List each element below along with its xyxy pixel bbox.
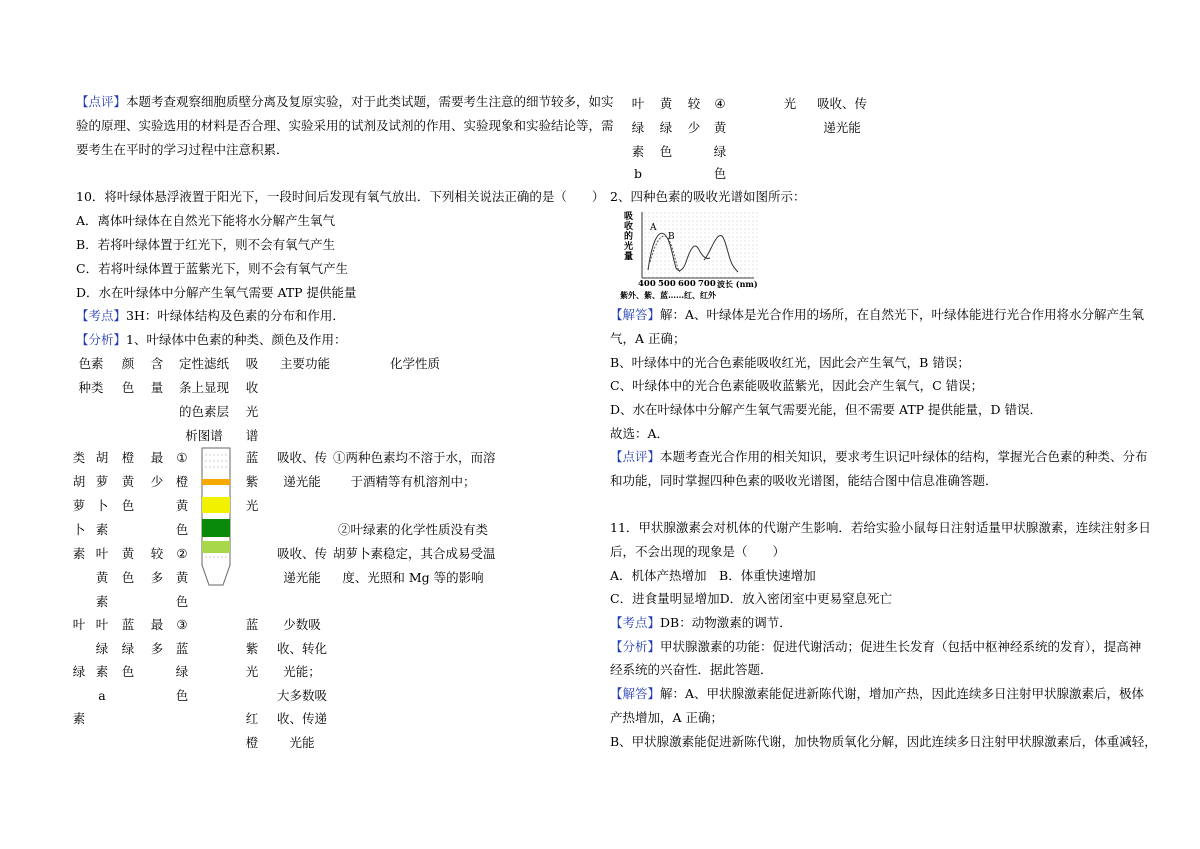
- x-tick: 400: [638, 279, 656, 289]
- table-cell: 大多数吸: [276, 688, 327, 703]
- table-cell: 紫: [245, 474, 259, 489]
- table-cell: 绿: [72, 664, 86, 679]
- table-cell: 胡: [95, 450, 109, 465]
- table-cell: 胡: [72, 474, 86, 489]
- table-cell: ②: [176, 546, 188, 561]
- table-cell: 绿: [659, 120, 673, 135]
- table-cell: a: [98, 688, 106, 703]
- table-cell: 色: [659, 144, 673, 159]
- table-cell: 最: [150, 450, 164, 465]
- band-xanthophyll: [202, 497, 230, 513]
- table-cell: 较: [687, 96, 701, 111]
- table-cell: 黄: [121, 474, 135, 489]
- table-cell: 少: [687, 120, 701, 135]
- table-cell: 萝: [95, 474, 109, 489]
- table-cell: 卜: [72, 522, 86, 537]
- table-cell: 度、光照和 Mg 等的影响: [342, 570, 484, 585]
- table-cell: 光能: [289, 735, 315, 750]
- table-cell: 黄: [95, 570, 109, 585]
- kaodian-tag: 【考点】: [610, 615, 661, 630]
- table-cell: b: [633, 166, 642, 181]
- table-cell: 叶: [72, 617, 86, 632]
- x-tick: 600: [678, 279, 696, 289]
- table-header: 吸: [245, 356, 259, 371]
- table-cell: 递光能: [283, 570, 321, 585]
- spectrum-y-label: 吸 收 的 光 量: [624, 212, 634, 262]
- table-cell: 叶: [95, 617, 109, 632]
- spectrum-intro: 2、四种色素的吸收光谱如图所示：: [610, 189, 806, 204]
- table-cell: 收、传递: [276, 711, 327, 726]
- table-header: 色素: [78, 356, 104, 371]
- band-chlorophyll-a: [202, 519, 230, 537]
- table-cell: ①两种色素均不溶于水，而溶: [333, 450, 496, 465]
- table-header: 种类: [78, 380, 104, 395]
- table-cell: ②叶绿素的化学性质没有类: [337, 522, 488, 537]
- band-carotene: [202, 479, 230, 485]
- table-cell: 叶: [631, 96, 645, 111]
- table-cell: 递光能: [823, 120, 861, 135]
- review-tag: 【点评】: [76, 94, 127, 109]
- table-cell: 较: [150, 546, 164, 561]
- jieda-line: B、叶绿体中的光合色素能吸收红光，因此会产生氧气，B 错误；: [610, 355, 970, 370]
- table-cell: 色: [175, 522, 189, 537]
- jieda-line: C、叶绿体中的光合色素能吸收蓝紫光，因此会产生氧气，C 错误；: [610, 378, 984, 393]
- table-cell: ①: [176, 450, 188, 465]
- review-line: 要考生在平时的学习过程中注意积累．: [76, 142, 289, 157]
- jieda-line: 产热增加，A 正确；: [610, 710, 724, 725]
- review-line: 验的原理、实验选用的材料是否合理、实验采用的试剂及试剂的作用、实验现象和实验结论等，需: [76, 118, 614, 133]
- table-cell: 色: [121, 570, 135, 585]
- jieda-line: D、水在叶绿体中分解产生氧气需要光能，但不需要 ATP 提供能量，D 错误．: [610, 402, 1043, 417]
- x-tick: 500: [658, 279, 676, 289]
- table-cell: 素: [95, 594, 109, 609]
- jieda-line: 气，A 正确；: [610, 331, 686, 346]
- option-a: A．离体叶绿体在自然光下能将水分解产生氧气: [76, 213, 336, 228]
- table-header: 的色素层: [178, 404, 229, 419]
- table-cell: 蓝: [245, 617, 259, 632]
- option-b: B．若将叶绿体置于红光下，则不会有氧气产生: [76, 237, 336, 252]
- table-cell: 色: [121, 664, 135, 679]
- table-cell: 色: [121, 498, 135, 513]
- table-header: 析图谱: [185, 428, 223, 443]
- option-d: D．水在叶绿体中分解产生氧气需要 ATP 提供能量: [76, 285, 357, 300]
- fenxi-tag: 【分析】: [76, 332, 127, 347]
- option-ab: A．机体产热增加 B．体重快速增加: [610, 568, 816, 583]
- table-cell: 光能；: [283, 664, 321, 679]
- table-cell: 多: [150, 570, 164, 585]
- option-c: C．若将叶绿体置于蓝紫光下，则不会有氧气产生: [76, 261, 349, 276]
- table-header: 收: [245, 380, 259, 395]
- table-cell: 吸收、传: [816, 96, 867, 111]
- fenxi-line: 【分析】甲状腺激素的功能：促进代谢活动；促进生长发育（包括中枢神经系统的发育），提高神: [610, 639, 1142, 654]
- curve-label-a: A: [650, 223, 657, 233]
- jieda-line: B、甲状腺激素能促进新陈代谢，加快物质氧化分解，因此连续多日注射甲状腺激素后，体重减轻，: [610, 734, 1157, 749]
- table-cell: 黄: [175, 570, 189, 585]
- table-header: 主要功能: [279, 356, 330, 371]
- table-header: 色: [121, 380, 135, 395]
- table-header: 含: [150, 356, 164, 371]
- band-chlorophyll-b: [202, 541, 230, 553]
- review-line: 和功能，同时掌握四种色素的吸收光谱图，能结合图中信息准确答题．: [610, 473, 998, 488]
- table-cell: 紫: [245, 641, 259, 656]
- table-cell: 橙: [245, 735, 259, 750]
- table-cell: 类: [72, 450, 86, 465]
- table-cell: 黄: [659, 96, 673, 111]
- table-cell: 蓝: [175, 641, 189, 656]
- curve-label-b: B: [668, 232, 675, 242]
- x-axis-label: 波长 (nm): [717, 279, 758, 289]
- table-cell: 素: [95, 522, 109, 537]
- table-cell: 萝: [72, 498, 86, 513]
- table-header: 谱: [245, 428, 259, 443]
- jieda-tag: 【解答】: [610, 307, 661, 322]
- jieda-line: 【解答】解：A、甲状腺激素能促进新陈代谢，增加产热，因此连续多日注射甲状腺激素后，极体: [610, 686, 1145, 701]
- table-header: 光: [245, 404, 259, 419]
- spectrum-bottom-label: 紫外、紫、蓝……红、红外: [620, 290, 716, 300]
- chromatography-strip-figure: [201, 447, 231, 587]
- table-header: 化学性质: [389, 356, 440, 371]
- table-cell: ④: [714, 96, 726, 111]
- fenxi-line: 【分析】1、叶绿体中色素的种类、颜色及作用：: [76, 332, 347, 347]
- question-10: 10．将叶绿体悬浮液置于阳光下，一段时间后发现有氧气放出．下列相关说法正确的是（ ）: [76, 189, 605, 204]
- table-cell: 最: [150, 617, 164, 632]
- kaodian-tag: 【考点】: [76, 308, 127, 323]
- table-cell: 光: [783, 96, 797, 111]
- table-cell: 叶: [95, 546, 109, 561]
- table-cell: 橙: [175, 474, 189, 489]
- table-cell: 素: [631, 144, 645, 159]
- table-cell: ③: [176, 617, 188, 632]
- table-cell: 蓝: [245, 450, 259, 465]
- table-header: 条上显现: [178, 380, 229, 395]
- table-header: 定性滤纸: [178, 356, 229, 371]
- table-cell: 绿: [121, 641, 135, 656]
- table-cell: 色: [175, 688, 189, 703]
- table-cell: 色: [713, 166, 727, 181]
- table-cell: 少: [150, 474, 164, 489]
- table-cell: 绿: [175, 664, 189, 679]
- review-paragraph-2: 【点评】本题考查光合作用的相关知识，要求考生识记叶绿体的结构，掌握光合色素的种类、分布: [610, 449, 1148, 464]
- x-tick: 700: [698, 279, 716, 289]
- table-cell: 橙: [121, 450, 135, 465]
- table-cell: 色: [175, 594, 189, 609]
- table-cell: 吸收、传: [276, 450, 327, 465]
- review-paragraph-1: 【点评】本题考查观察细胞质壁分离及复原实验，对于此类试题，需要考生注意的细节较多，如实: [76, 94, 614, 109]
- answer-line: 故选：A．: [610, 426, 670, 441]
- table-cell: 多: [150, 641, 164, 656]
- table-cell: 胡萝卜素稳定，其合成易受温: [333, 546, 496, 561]
- table-cell: 绿: [95, 641, 109, 656]
- jieda-line: 【解答】解：A、叶绿体是光合作用的场所，在自然光下，叶绿体能进行光合作用将水分解产生氧: [610, 307, 1145, 322]
- table-cell: 绿: [713, 144, 727, 159]
- table-cell: 素: [72, 711, 86, 726]
- option-cd: C．进食量明显增加D．放入密闭室中更易窒息死亡: [610, 591, 893, 606]
- table-cell: 光: [245, 498, 259, 513]
- table-cell: 素: [72, 546, 86, 561]
- table-cell: 红: [245, 711, 259, 726]
- table-header: 颜: [121, 356, 135, 371]
- question-11-line: 后，不会出现的现象是（ ）: [610, 544, 786, 559]
- table-cell: 光: [245, 664, 259, 679]
- table-cell: 卜: [95, 498, 109, 513]
- table-cell: 少数吸: [283, 617, 321, 632]
- table-cell: 绿: [631, 120, 645, 135]
- table-cell: 吸收、传: [276, 546, 327, 561]
- absorption-spectrum-figure: [620, 212, 760, 300]
- review-tag: 【点评】: [610, 449, 661, 464]
- fenxi-line: 经系统的兴奋性．据此答题．: [610, 662, 773, 677]
- table-cell: 素: [95, 664, 109, 679]
- jieda-tag: 【解答】: [610, 686, 661, 701]
- table-cell: 黄: [175, 498, 189, 513]
- table-cell: 黄: [713, 120, 727, 135]
- table-header: 量: [150, 380, 164, 395]
- table-cell: 蓝: [121, 617, 135, 632]
- table-cell: 递光能: [283, 474, 321, 489]
- table-cell: 于酒精等有机溶剂中；: [350, 474, 476, 489]
- table-cell: 黄: [121, 546, 135, 561]
- question-11: 11．甲状腺激素会对机体的代谢产生影响．若给实验小鼠每日注射适量甲状腺激素，连续注射多日: [610, 520, 1151, 535]
- fenxi-tag: 【分析】: [610, 639, 661, 654]
- kaodian-line: 【考点】DB：动物激素的调节．: [610, 615, 792, 630]
- table-cell: 收、转化: [276, 641, 327, 656]
- kaodian-line: 【考点】3H：叶绿体结构及色素的分布和作用．: [76, 308, 345, 323]
